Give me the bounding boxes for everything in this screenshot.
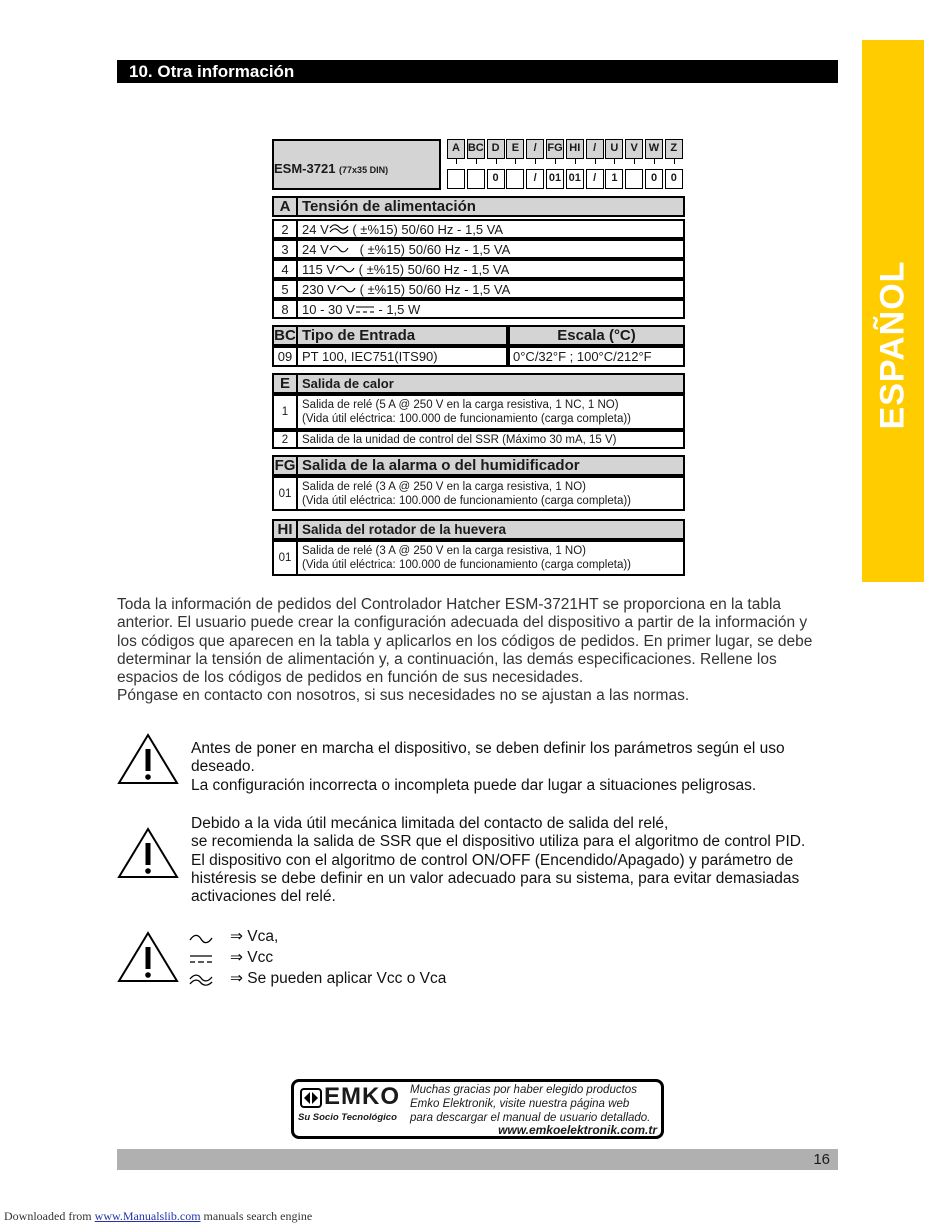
download-prefix: Downloaded from <box>4 1209 95 1223</box>
emko-tagline: Su Socio Tecnológico <box>298 1112 397 1123</box>
code-head-cell: W <box>645 139 663 159</box>
table-bc-scale-head: Escala (°C) <box>508 325 685 346</box>
code-value-cell: 0 <box>645 169 663 189</box>
code-tick <box>535 159 536 164</box>
table-a-code-head: A <box>274 198 298 215</box>
table-e-header <box>272 373 685 394</box>
table-bc-title: Tipo de Entrada <box>302 327 416 344</box>
table-a-row-text <box>302 301 683 317</box>
code-head-cell: V <box>625 139 643 159</box>
table-a-voltage: 24 V <box>302 241 329 257</box>
emko-info-box <box>291 1079 664 1139</box>
table-a-row-code: 3 <box>274 241 298 257</box>
table-a-row-code: 2 <box>274 221 298 237</box>
emko-logo-icon <box>300 1088 322 1108</box>
legend-dc: ⇒ Vcc <box>230 949 274 966</box>
warning-1-text <box>191 740 841 795</box>
table-e-row1-line2: (Vida útil eléctrica: 100.000 de funcionamiento (carga completa)) <box>302 413 631 425</box>
table-e-row2-code: 2 <box>274 432 298 447</box>
table-bc-row-text: PT 100, IEC751(ITS90) <box>302 349 438 364</box>
table-a-voltage: 115 V <box>302 261 336 277</box>
code-value-cell: / <box>586 169 604 189</box>
paragraph-line: los códigos que aparecen en la tabla y aplicarlos en los códigos de pedidos. En primer lugar, se debe <box>117 632 813 650</box>
model-box <box>272 139 441 190</box>
table-a-row-text <box>302 281 683 297</box>
model-name: ESM-3721 <box>274 161 336 176</box>
ac-symbol-icon <box>336 284 356 294</box>
table-a-row-code: 4 <box>274 261 298 277</box>
code-tick <box>595 159 596 164</box>
code-value-cell: 0 <box>487 169 505 189</box>
table-fg-line1: Salida de relé (3 A @ 250 V en la carga resistiva, 1 NO) <box>302 481 586 493</box>
table-a-spec: ( ±%15) 50/60 Hz - 1,5 VA <box>348 241 511 257</box>
code-tick <box>654 159 655 164</box>
table-row <box>272 279 685 299</box>
code-head-cell: BC <box>467 139 485 159</box>
table-row <box>272 476 685 511</box>
warning-line: histéresis se debe definir en un valor adecuado para su sistema, para evitar demasiadas <box>191 869 800 887</box>
warning-line: deseado. <box>191 758 255 776</box>
table-a-row-text <box>302 261 683 277</box>
emko-url[interactable]: www.emkoelektronik.com.tr <box>498 1123 657 1137</box>
warning-icon <box>116 930 180 984</box>
table-a-row-text <box>302 241 683 257</box>
warning-line: La configuración incorrecta o incompleta puede dar lugar a situaciones peligrosas. <box>191 776 757 794</box>
model-note: (77x35 DIN) <box>339 165 389 175</box>
code-tick <box>575 159 576 164</box>
table-a-header <box>272 196 685 217</box>
code-value-cell <box>447 169 465 189</box>
table-hi-code-head: HI <box>274 521 298 538</box>
table-bc-row-code: 09 <box>274 348 298 365</box>
code-value-cell: 0 <box>665 169 683 189</box>
code-tick <box>634 159 635 164</box>
page-number: 16 <box>813 1151 830 1168</box>
table-e-title: Salida de calor <box>302 376 394 391</box>
table-bc-header <box>272 325 508 346</box>
code-head-cell: / <box>586 139 604 159</box>
code-tick <box>476 159 477 164</box>
emko-brand: EMKO <box>324 1083 400 1110</box>
emko-message <box>410 1083 650 1125</box>
paragraph-line: Toda la información de pedidos del Controlador Hatcher ESM-3721HT se proporciona en la tabla <box>117 596 782 613</box>
warning-icon <box>116 826 180 880</box>
ac-symbol-icon <box>329 244 349 254</box>
language-label: ESPAÑOL <box>873 260 912 430</box>
table-a-voltage: 230 V <box>302 281 336 297</box>
table-row <box>272 219 685 239</box>
acdc-symbol-icon <box>329 224 349 234</box>
ac-symbol-icon <box>335 264 355 274</box>
code-tick <box>614 159 615 164</box>
table-bc-row-scale: 0°C/32°F ; 100°C/212°F <box>508 346 685 367</box>
warning-line: Antes de poner en marcha el dispositivo, se deben definir los parámetros según el uso <box>191 740 785 757</box>
table-fg-header <box>272 455 685 476</box>
ac-symbol-icon <box>189 934 213 944</box>
table-e-row2-line1: Salida de la unidad de control del SSR (Máximo 30 mA, 15 V) <box>302 433 617 446</box>
warning-2-text <box>191 815 851 906</box>
code-head-cell: A <box>447 139 465 159</box>
table-a-spec: ( ±%15) 50/60 Hz - 1,5 VA <box>355 261 510 277</box>
table-hi-row-code: 01 <box>274 542 298 574</box>
section-title: 10. Otra información <box>117 60 838 83</box>
table-a-row-code: 5 <box>274 281 298 297</box>
table-a-title: Tensión de alimentación <box>302 198 476 215</box>
emko-line: Emko Elektronik, visite nuestra página web <box>410 1098 630 1110</box>
emko-line: para descargar el manual de usuario detallado. <box>410 1112 651 1124</box>
warning-line: se recomienda la salida de SSR que el dispositivo utiliza para el algoritmo de control PID. <box>191 833 806 851</box>
code-value-cell <box>506 169 524 189</box>
code-head-cell: D <box>487 139 505 159</box>
download-suffix: manuals search engine <box>200 1209 313 1223</box>
dc-symbol-icon <box>189 954 213 964</box>
warning-line: Debido a la vida útil mecánica limitada del contacto de salida del relé, <box>191 815 669 832</box>
paragraph-line: Póngase en contacto con nosotros, si sus necesidades no se ajustan a las normas. <box>117 687 690 705</box>
table-hi-line1: Salida de relé (3 A @ 250 V en la carga resistiva, 1 NO) <box>302 545 586 557</box>
table-fg-line2: (Vida útil eléctrica: 100.000 de funcionamiento (carga completa)) <box>302 495 631 507</box>
table-a-row-text <box>302 221 683 237</box>
code-head-cell: U <box>605 139 623 159</box>
table-e-code-head: E <box>274 375 298 392</box>
legend-ac: ⇒ Vca, <box>230 928 279 945</box>
table-a-spec: - 1,5 W <box>374 301 421 317</box>
table-row <box>272 299 685 319</box>
code-tick <box>555 159 556 164</box>
table-row <box>272 394 685 430</box>
table-row <box>272 430 685 449</box>
warning-line: activaciones del relé. <box>191 888 336 906</box>
warning-line: El dispositivo con el algoritmo de control ON/OFF (Encendido/Apagado) y parámetro de <box>191 851 794 869</box>
code-value-cell <box>467 169 485 189</box>
code-head-cell: HI <box>566 139 584 159</box>
table-e-row1-line1: Salida de relé (5 A @ 250 V en la carga resistiva, 1 NC, 1 NO) <box>302 399 619 411</box>
code-value-cell: 01 <box>546 169 564 189</box>
table-row <box>272 540 685 576</box>
code-head-cell: / <box>526 139 544 159</box>
code-value-cell <box>625 169 643 189</box>
table-fg-title: Salida de la alarma o del humidificador <box>302 457 580 474</box>
table-row <box>272 259 685 279</box>
table-hi-title: Salida del rotador de la huevera <box>302 522 507 537</box>
emko-line: Muchas gracias por haber elegido productos <box>410 1084 637 1096</box>
table-fg-code-head: FG <box>274 457 298 474</box>
paragraph-line: anterior. El usuario puede crear la configuración adecuada del dispositivo a partir de la información y <box>117 614 808 632</box>
code-value-cell: / <box>526 169 544 189</box>
table-fg-row-code: 01 <box>274 478 298 509</box>
code-head-cell: E <box>506 139 524 159</box>
code-head-cell: Z <box>665 139 683 159</box>
download-note <box>4 1209 312 1224</box>
table-a-voltage: 24 V <box>302 221 329 237</box>
code-tick <box>515 159 516 164</box>
paragraph-line: espacios de los códigos de pedidos en función de sus necesidades. <box>117 669 584 687</box>
acdc-symbol-icon <box>189 974 213 986</box>
code-tick <box>496 159 497 164</box>
legend-acdc: ⇒ Se pueden aplicar Vcc o Vca <box>230 970 447 987</box>
footer-bar <box>117 1149 838 1170</box>
table-a-spec: ( ±%15) 50/60 Hz - 1,5 VA <box>348 221 504 237</box>
ordering-paragraph <box>117 596 857 706</box>
code-head-cell: FG <box>546 139 564 159</box>
table-e-row1-code: 1 <box>274 396 298 428</box>
code-value-cell: 01 <box>566 169 584 189</box>
code-tick <box>674 159 675 164</box>
table-hi-header <box>272 519 685 540</box>
language-tab <box>862 40 924 582</box>
table-bc-code-head: BC <box>274 327 298 344</box>
table-a-voltage: 10 - 30 V <box>302 301 355 317</box>
code-value-cell: 1 <box>605 169 623 189</box>
warning-icon <box>116 732 180 786</box>
table-row <box>272 346 508 367</box>
table-hi-line2: (Vida útil eléctrica: 100.000 de funcionamiento (carga completa)) <box>302 559 631 571</box>
dc-symbol-icon <box>355 304 375 314</box>
paragraph-line: determinar la tensión de alimentación y, a continuación, las demás especificaciones. Rellene los <box>117 650 777 668</box>
table-row <box>272 239 685 259</box>
table-a-spec: ( ±%15) 50/60 Hz - 1,5 VA <box>355 281 511 297</box>
table-a-row-code: 8 <box>274 301 298 317</box>
manualslib-link[interactable]: www.Manualslib.com <box>94 1209 201 1223</box>
code-tick <box>456 159 457 164</box>
